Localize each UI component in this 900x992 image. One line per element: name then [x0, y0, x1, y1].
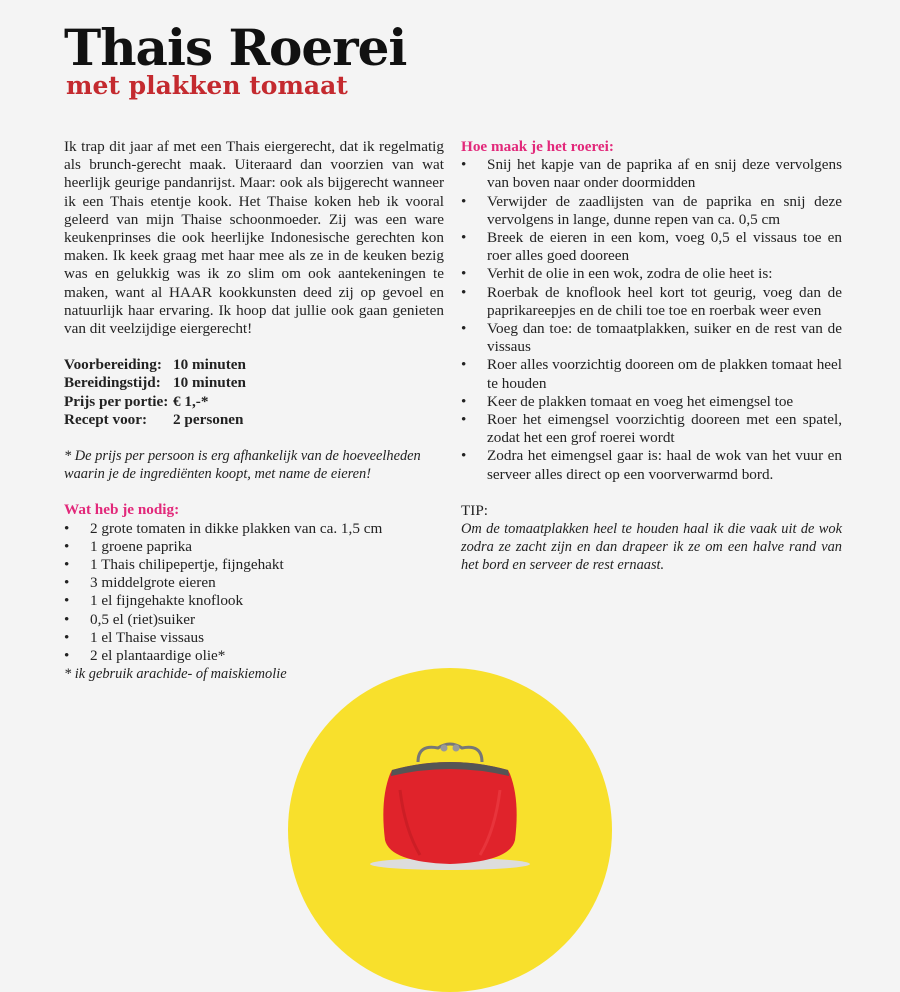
- recipe-subtitle: met plakken tomaat: [66, 71, 348, 100]
- fact-row: [64, 356, 444, 374]
- step-item: • Verwijder de zaadlijsten van de paprika en snij deze vervolgens in lange, dunne repen van ca. 0,5 cm: [461, 193, 842, 229]
- step-item: • Verhit de olie in een wok, zodra de olie heet is:: [461, 265, 842, 283]
- fact-label: Recept voor:: [64, 410, 148, 428]
- fact-value: 10 minuten: [173, 356, 246, 374]
- tip-label: TIP:: [461, 501, 489, 519]
- step-item: • Snij het kapje van de paprika af en snij deze vervolgens van boven naar onder doormidden: [461, 156, 842, 192]
- fact-value: 2 personen: [173, 410, 244, 428]
- ingredients-heading: Wat heb je nodig:: [64, 501, 180, 519]
- oil-note: * ik gebruik arachide- of maiskiemolie: [64, 666, 287, 683]
- ingredient-item: • 1 groene paprika: [64, 538, 444, 556]
- ingredients-list: [64, 520, 444, 666]
- step-item: • Voeg dan toe: de tomaatplakken, suiker en de rest van de vissaus: [461, 320, 842, 356]
- tip-text: Om de tomaatplakken heel te houden haal ik die vaak uit de wok zodra ze zacht zijn en dan drapeer ik ze om een halve rand van het bord en serveer de rest ernaast.: [461, 521, 842, 574]
- fact-row: [64, 411, 444, 429]
- ingredient-item: • 1 Thais chilipepertje, fijngehakt: [64, 556, 444, 574]
- ingredient-item: • 1 el fijngehakte knoflook: [64, 592, 444, 610]
- price-note: * De prijs per persoon is erg afhankelijk van de hoeveelheden waarin je de ingrediënten koopt, met name de eieren!: [64, 448, 421, 483]
- intro-text: Ik trap dit jaar af met een Thais eiergerecht, dat ik regelmatig als brunch-gerecht maak. Uiteraard dan voorzien van wat heerlijk geurige pandanrijst. Maar: ook als bijgerecht wanneer ik een Thais etentje kook. Het Thaise koken heb ik vooral geleerd van mijn Thaise schoonmoeder. Zij was een ware keukenprinses die ook heerlijke Indonesische gerechten kon maken. Ik keek graag met haar mee als ze in de keuken bezig was en gelukkig was ik zo slim om ook aantekeningen te maken, want al HAAR kookkunsten deed zij op gevoel en natuurlijk haar ervaring. Ik hoop dat jullie ook gaan genieten van dit veelzijdige eiergerecht!: [64, 138, 444, 338]
- step-item: • Roer het eimengsel voorzichtig dooreen met een spatel, zodat het een grof roerei wordt: [461, 411, 842, 447]
- steps-heading: Hoe maak je het roerei:: [461, 138, 614, 155]
- step-item: • Roerbak de knoflook heel kort tot geurig, voeg dan de paprikareepjes en de chili toe toe en roerbak weer even: [461, 284, 842, 320]
- step-item: • Roer alles voorzichtig dooreen om de plakken tomaat heel te houden: [461, 356, 842, 392]
- purse-image: [360, 740, 540, 875]
- ingredient-item: • 0,5 el (riet)suiker: [64, 611, 444, 629]
- fact-value: € 1,-*: [173, 392, 209, 410]
- ingredient-item: • 3 middelgrote eieren: [64, 574, 444, 592]
- step-item: • Keer de plakken tomaat en voeg het eimengsel toe: [461, 393, 842, 411]
- ingredient-item: • 2 el plantaardige olie*: [64, 647, 444, 665]
- step-item: • Zodra het eimengsel gaar is: haal de wok van het vuur en serveer alles direct op een voorverwarmd bord.: [461, 447, 842, 483]
- recipe-title: Thais Roerei: [64, 18, 407, 77]
- fact-row: [64, 393, 444, 411]
- fact-label: Bereidingstijd:: [64, 374, 161, 392]
- step-item: • Breek de eieren in een kom, voeg 0,5 el vissaus toe en roer alles goed dooreen: [461, 229, 842, 265]
- ingredient-item: • 2 grote tomaten in dikke plakken van ca. 1,5 cm: [64, 520, 444, 538]
- ingredient-item: • 1 el Thaise vissaus: [64, 629, 444, 647]
- steps-list: [461, 156, 842, 484]
- fact-row: [64, 374, 444, 392]
- fact-label: Prijs per portie:: [64, 392, 169, 410]
- fact-label: Voorbereiding:: [64, 356, 162, 374]
- left-column: [64, 138, 444, 683]
- right-column: [461, 138, 842, 575]
- recipe-facts: [64, 356, 444, 429]
- fact-value: 10 minuten: [173, 374, 246, 392]
